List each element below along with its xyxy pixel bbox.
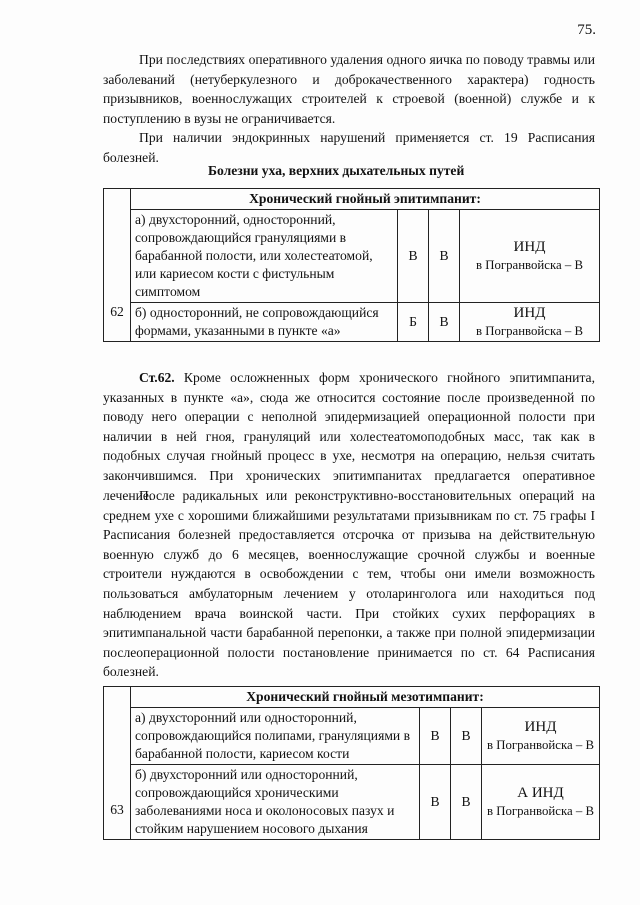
article-62-paragraph-1 [103, 368, 595, 505]
category-2: В [451, 765, 482, 840]
result-note: в Погранвойска – В [487, 738, 594, 752]
result-cell [482, 708, 600, 765]
table-article-62 [103, 188, 600, 342]
result-main: А ИНД [517, 785, 564, 801]
result-note: в Погранвойска – В [476, 324, 583, 338]
category-1: В [420, 765, 451, 840]
article-text: Кроме осложненных форм хронического гнойного эпитимпанита, указанных в пункте «а», сюда же относится состояние после произведенной по поводу него операции с неполной эпидермизацией операционной полости при наличии в ней гноя, грануляций или холестеатомоподобных масс, так как в подобных случая гнойный процесс в ухе, несмотря на операцию, нельзя считать закончившимся. При хронических эпитимпанитах предлагается оперативное лечение. [103, 370, 595, 503]
category-1: В [420, 708, 451, 765]
result-note: в Погранвойска – В [476, 258, 583, 272]
result-cell [460, 303, 600, 342]
table-article-63 [103, 686, 600, 840]
category-2: В [429, 303, 460, 342]
table-row [104, 303, 600, 342]
result-main: ИНД [524, 719, 557, 735]
category-1: Б [398, 303, 429, 342]
category-2: В [451, 708, 482, 765]
result-note: в Погранвойска – В [487, 804, 594, 818]
row-text: б) двухсторонний или односторонний, сопровождающийся хроническими заболеваниями носа и околоносовых пазух и стойким нарушением носового дыхания [131, 765, 420, 840]
page-number: 75. [577, 22, 596, 38]
article-62-paragraph-2: После радикальных или реконструктивно-восстановительных операций на среднем ухе с хорошими ближайшими результатами призывникам по ст. 75 графы I Расписания болезней предоставляется отсрочка от призыва на действительную военную служб до 6 месяцев, военнослужащие срочной службы и военные строители нуждаются в освобождении с тем, чтобы они имели возможность пользоваться амбулаторным лечением у отоларинголога или находиться под наблюдением врача воинской части. При стойких сухих перфорациях в эпитимпанальной части барабанной перепонки, а также при полной эпидермизации послеоперационной полости постановление принимается по ст. 64 Расписания болезней. [103, 488, 595, 680]
intro-paragraph-1: При последствиях оперативного удаления одного яичка по поводу травмы или заболеваний (нетуберкулезного и доброкачественного характера) годность призывников, военнослужащих строителей к строевой (военной) службе и к поступлению в вузы не ограничивается. [103, 52, 595, 126]
result-main: ИНД [513, 239, 546, 255]
table-row [104, 210, 600, 303]
result-main: ИНД [513, 305, 546, 321]
category-2: В [429, 210, 460, 303]
table-row [104, 708, 600, 765]
section-heading: Болезни уха, верхних дыхательных путей [208, 163, 465, 178]
article-label: Ст.62. [139, 370, 175, 385]
row-text: б) односторонний, не сопровождающийся формами, указанными в пункте «а» [131, 303, 398, 342]
article-number: 62 [104, 189, 131, 342]
article-number: 63 [104, 687, 131, 840]
category-1: В [398, 210, 429, 303]
table-row [104, 765, 600, 840]
result-cell [460, 210, 600, 303]
table-title: Хронический гнойный эпитимпанит: [131, 189, 600, 210]
result-cell [482, 765, 600, 840]
row-text: а) двухсторонний, односторонний, сопровождающийся грануляциями в барабанной полости, или холестеатомой, или кариесом кости с фистульным симптомом [131, 210, 398, 303]
intro-paragraph-2: При наличии эндокринных нарушений применяется ст. 19 Расписания болезней. [103, 130, 595, 165]
row-text: а) двухсторонний или односторонний, сопровождающийся полипами, грануляциями в барабанной полости, кариесом кости [131, 708, 420, 765]
table-title: Хронический гнойный мезотимпанит: [131, 687, 600, 708]
